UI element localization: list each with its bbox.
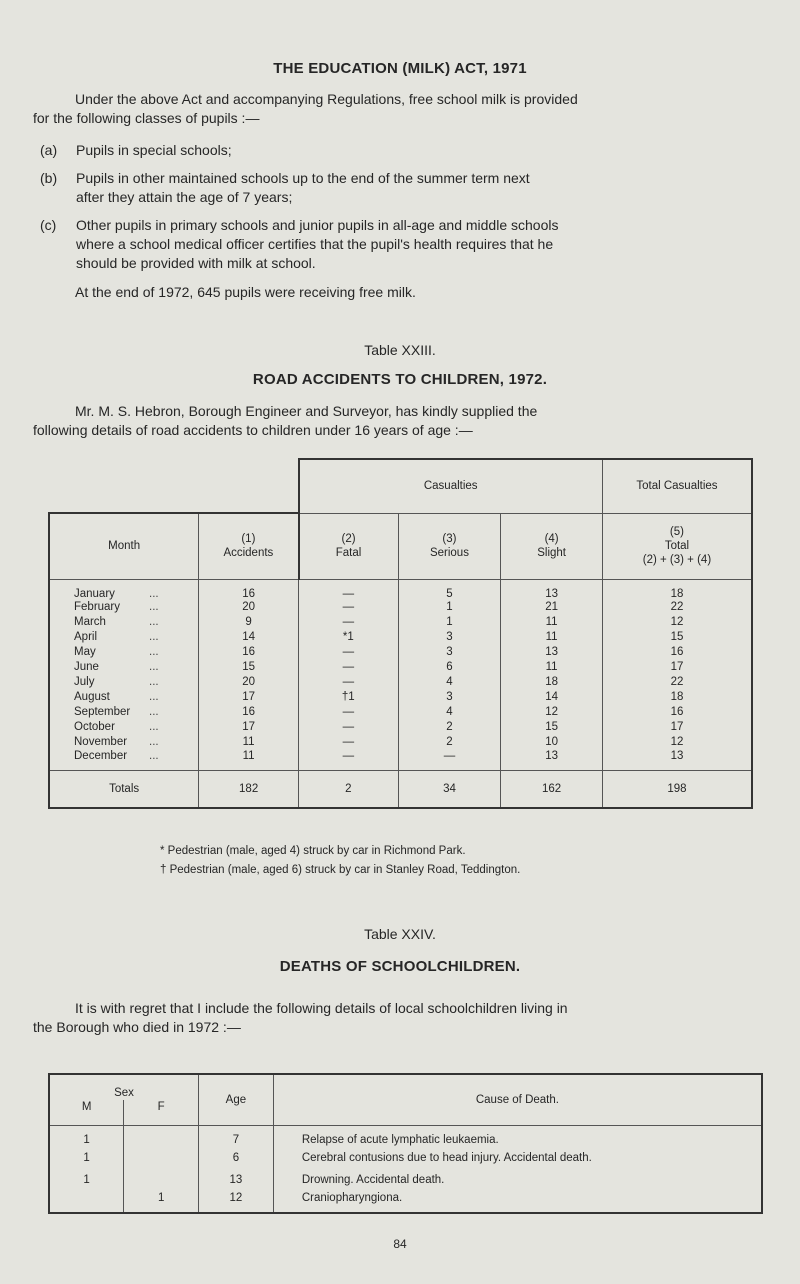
totals-accidents: 182 (199, 770, 299, 808)
fatal-cell: — (299, 705, 399, 720)
total-cell: 22 (602, 600, 752, 615)
month-name: October (74, 721, 115, 733)
leader-dots: ... (149, 616, 159, 628)
month-cell (49, 750, 199, 771)
table-row (49, 600, 752, 615)
serious-cell: 2 (398, 735, 501, 750)
column-formula: (2) + (3) + (4) (642, 554, 712, 566)
column-number: (2) (341, 533, 356, 545)
month-cell (49, 705, 199, 720)
table-row (49, 1191, 762, 1213)
table-corner-blank (199, 459, 299, 513)
column-number: (4) (544, 533, 559, 545)
total-cell: 12 (602, 615, 752, 630)
column-number: (1) (241, 533, 256, 546)
male-header: M (49, 1100, 124, 1125)
item-text: Pupils in special schools; (76, 142, 232, 158)
table-row (49, 675, 752, 690)
month-name: January (74, 587, 115, 600)
column-label: Accidents (223, 547, 274, 560)
month-name: December (74, 749, 128, 762)
fatal-cell: — (299, 735, 399, 750)
column-label: Total (664, 540, 690, 552)
total-cell: 12 (602, 735, 752, 750)
total-cell: 22 (602, 675, 752, 690)
month-cell (49, 645, 199, 660)
slight-cell: 13 (501, 750, 603, 771)
month-name: September (74, 706, 131, 718)
slight-cell: 11 (501, 630, 603, 645)
female-cell (124, 1169, 199, 1191)
table-row (49, 615, 752, 630)
page-number: 84 (393, 1237, 407, 1251)
fatal-cell: *1 (299, 630, 399, 645)
slight-cell: 14 (501, 690, 603, 705)
totals-label: Totals (49, 770, 199, 808)
month-cell (49, 675, 199, 690)
death-rows (49, 1125, 762, 1213)
slight-header (501, 513, 603, 579)
leader-dots: ... (149, 749, 159, 762)
footnote-dagger: † Pedestrian (male, aged 6) struck by car in Stanley Road, Teddington. (160, 864, 521, 876)
serious-cell: 1 (398, 615, 501, 630)
male-cell: 1 (49, 1147, 124, 1169)
table-row (49, 1169, 762, 1191)
leader-dots: ... (149, 676, 159, 688)
total-cell: 15 (602, 630, 752, 645)
fatal-cell: †1 (299, 690, 399, 705)
female-header: F (124, 1100, 199, 1125)
age-cell: 13 (199, 1169, 274, 1191)
total-cell: 17 (602, 720, 752, 735)
table-row (49, 735, 752, 750)
month-cell (49, 600, 199, 615)
table-row (49, 645, 752, 660)
accidents-cell: 14 (199, 630, 299, 645)
serious-header (398, 513, 501, 579)
female-cell (124, 1125, 199, 1147)
serious-cell: 4 (398, 675, 501, 690)
leader-dots: ... (149, 721, 159, 733)
road-intro-line-1: Mr. M. S. Hebron, Borough Engineer and Surveyor, has kindly supplied the (75, 403, 538, 419)
accidents-cell: 17 (199, 690, 299, 705)
table-row (49, 660, 752, 675)
month-name: August (74, 691, 110, 703)
table-row (49, 1147, 762, 1169)
serious-cell: 3 (398, 630, 501, 645)
item-label: (b) (40, 170, 58, 186)
fatal-header (299, 513, 399, 579)
item-text: where a school medical officer certifies that the pupil's health requires that he (76, 236, 554, 252)
slight-cell: 11 (501, 615, 603, 630)
month-cell (49, 735, 199, 750)
total-cell: 16 (602, 705, 752, 720)
fatal-cell: — (299, 579, 399, 600)
male-cell (49, 1191, 124, 1213)
road-intro-line-2: following details of road accidents to children under 16 years of age :— (33, 422, 473, 438)
road-accidents-table (48, 458, 753, 809)
milk-summary: At the end of 1972, 645 pupils were receiving free milk. (75, 284, 416, 300)
accidents-cell: 16 (199, 579, 299, 600)
month-name: June (74, 661, 99, 673)
accidents-cell: 17 (199, 720, 299, 735)
item-label: (a) (40, 142, 58, 158)
slight-cell: 18 (501, 675, 603, 690)
slight-cell: 21 (501, 600, 603, 615)
footnote-asterisk: * Pedestrian (male, aged 4) struck by car in Richmond Park. (160, 845, 466, 857)
total-cell: 13 (602, 750, 752, 771)
serious-cell: 3 (398, 645, 501, 660)
age-cell: 12 (199, 1191, 274, 1213)
road-accidents-title: ROAD ACCIDENTS TO CHILDREN, 1972. (252, 371, 548, 388)
slight-cell: 15 (501, 720, 603, 735)
cause-cell: Relapse of acute lymphatic leukaemia. (273, 1125, 762, 1147)
fatal-cell: — (299, 660, 399, 675)
slight-cell: 11 (501, 660, 603, 675)
table-xxiii-number: Table XXIII. (364, 342, 436, 358)
serious-cell: 5 (398, 579, 501, 600)
leader-dots: ... (149, 601, 159, 613)
milk-act-title: THE EDUCATION (MILK) ACT, 1971 (273, 60, 527, 77)
milk-intro-line-2: for the following classes of pupils :— (33, 110, 260, 126)
accidents-cell: 20 (199, 675, 299, 690)
table-row (49, 705, 752, 720)
table-corner-blank (49, 459, 199, 513)
table-row (49, 579, 752, 600)
item-text: after they attain the age of 7 years; (76, 189, 293, 205)
female-cell: 1 (124, 1191, 199, 1213)
fatal-cell: — (299, 600, 399, 615)
male-cell: 1 (49, 1125, 124, 1147)
serious-cell: 2 (398, 720, 501, 735)
item-text: Other pupils in primary schools and junior pupils in all-age and middle schools (76, 217, 559, 233)
accidents-cell: 16 (199, 645, 299, 660)
month-header: Month (49, 513, 199, 579)
month-cell (49, 660, 199, 675)
serious-cell: 3 (398, 690, 501, 705)
leader-dots: ... (149, 631, 159, 643)
accidents-cell: 20 (199, 600, 299, 615)
fatal-cell: — (299, 720, 399, 735)
total-cell: 17 (602, 660, 752, 675)
month-cell (49, 630, 199, 645)
leader-dots: ... (149, 661, 159, 673)
age-cell: 6 (199, 1147, 274, 1169)
total-casualties-group-header: Total Casualties (602, 459, 752, 513)
fatal-cell: — (299, 675, 399, 690)
accidents-cell: 11 (199, 750, 299, 771)
fatal-cell: — (299, 645, 399, 660)
table-row (49, 720, 752, 735)
month-name: July (74, 676, 95, 688)
slight-cell: 10 (501, 735, 603, 750)
milk-intro-line-1: Under the above Act and accompanying Regulations, free school milk is provided (75, 91, 578, 107)
table-row (49, 630, 752, 645)
accident-rows (49, 579, 752, 770)
serious-cell: 6 (398, 660, 501, 675)
deaths-intro-line-2: the Borough who died in 1972 :— (33, 1019, 241, 1035)
total-header (602, 513, 752, 579)
deaths-intro-line-1: It is with regret that I include the following details of local schoolchildren living in (75, 1000, 568, 1016)
column-label: Serious (429, 547, 469, 559)
column-number: (5) (669, 526, 684, 538)
total-cell: 18 (602, 579, 752, 600)
accidents-cell: 15 (199, 660, 299, 675)
serious-cell: — (398, 750, 501, 771)
month-cell (49, 720, 199, 735)
serious-cell: 4 (398, 705, 501, 720)
slight-cell: 12 (501, 705, 603, 720)
age-cell: 7 (199, 1125, 274, 1147)
leader-dots: ... (149, 736, 159, 748)
table-xxiv-number: Table XXIV. (364, 926, 436, 942)
column-label: Fatal (335, 547, 362, 559)
totals-total: 198 (602, 770, 752, 808)
totals-serious: 34 (398, 770, 501, 808)
leader-dots: ... (149, 646, 159, 658)
column-label: Slight (537, 547, 566, 559)
item-label: (c) (40, 217, 57, 233)
item-text: Pupils in other maintained schools up to the end of the summer term next (76, 170, 530, 186)
month-cell (49, 690, 199, 705)
month-name: May (74, 646, 96, 658)
male-cell: 1 (49, 1169, 124, 1191)
casualties-group-header: Casualties (299, 459, 603, 513)
total-cell: 18 (602, 690, 752, 705)
cause-header: Cause of Death. (273, 1074, 762, 1125)
milk-item-b (40, 169, 780, 209)
cause-cell: Drowning. Accidental death. (273, 1169, 762, 1191)
age-header: Age (199, 1074, 274, 1125)
month-name: March (74, 616, 106, 628)
item-text: should be provided with milk at school. (76, 255, 316, 271)
column-number: (3) (442, 533, 457, 545)
table-row (49, 750, 752, 771)
slight-cell: 13 (501, 579, 603, 600)
fatal-cell: — (299, 615, 399, 630)
accidents-cell: 16 (199, 705, 299, 720)
totals-fatal: 2 (299, 770, 399, 808)
milk-item-c (40, 216, 780, 276)
table-row (49, 690, 752, 705)
accidents-cell: 11 (199, 735, 299, 750)
deaths-title: DEATHS OF SCHOOLCHILDREN. (279, 958, 521, 975)
cause-cell: Cerebral contusions due to head injury. Accidental death. (273, 1147, 762, 1169)
leader-dots: ... (149, 587, 159, 600)
leader-dots: ... (149, 706, 159, 718)
month-name: April (74, 631, 98, 643)
total-cell: 16 (602, 645, 752, 660)
fatal-cell: — (299, 750, 399, 771)
female-cell (124, 1147, 199, 1169)
table-row (49, 1125, 762, 1147)
accidents-cell: 9 (199, 615, 299, 630)
month-cell (49, 579, 199, 600)
sex-header: Sex (49, 1074, 199, 1100)
month-name: November (74, 736, 128, 748)
cause-cell: Craniopharyngiona. (273, 1191, 762, 1213)
deaths-table (48, 1073, 763, 1214)
month-cell (49, 615, 199, 630)
month-name: February (74, 601, 121, 613)
leader-dots: ... (149, 691, 159, 703)
slight-cell: 13 (501, 645, 603, 660)
milk-item-a (40, 141, 780, 161)
totals-slight: 162 (501, 770, 603, 808)
accidents-header (199, 513, 299, 579)
serious-cell: 1 (398, 600, 501, 615)
